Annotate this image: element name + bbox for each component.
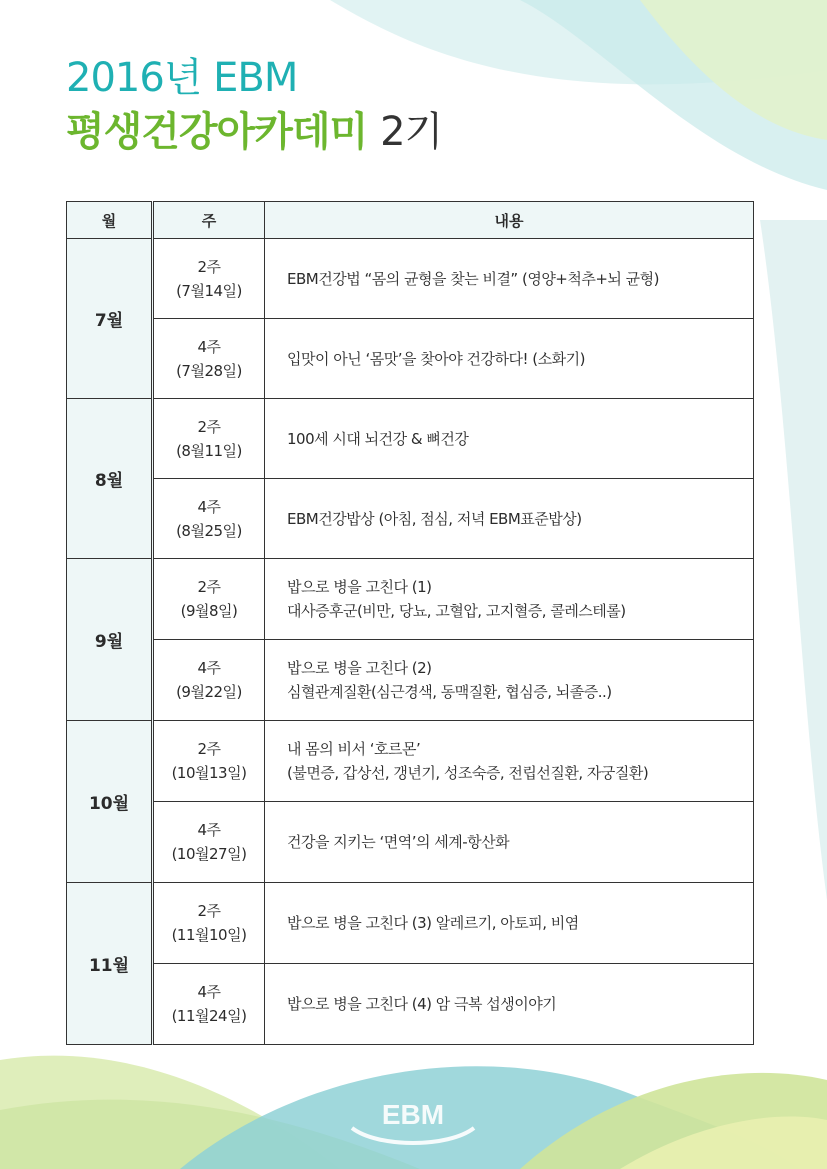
month-cell: 11월	[67, 883, 153, 1045]
table-row	[67, 721, 754, 802]
week-date: (9월8일)	[180, 602, 238, 620]
week-cell	[153, 479, 265, 559]
content-line: 심혈관계질환(심근경색, 동맥질환, 협심증, 뇌졸증..)	[287, 683, 612, 701]
week-date: (8월11일)	[176, 441, 242, 460]
header-month: 월	[67, 202, 153, 239]
week-label: 2주	[197, 740, 221, 758]
week-cell	[153, 721, 265, 802]
week-label: 2주	[197, 417, 221, 436]
content-cell	[265, 802, 754, 883]
week-date: (11월10일)	[171, 926, 247, 944]
table-row	[67, 399, 754, 479]
week-label: 4주	[197, 983, 221, 1001]
content-line: 100세 시대 뇌건강 & 뼈건강	[287, 429, 469, 448]
content-line: 건강을 지키는 ‘면역’의 세계-항산화	[287, 833, 510, 851]
week-cell	[153, 640, 265, 721]
week-label: 4주	[197, 821, 221, 839]
content-cell	[265, 964, 754, 1045]
content-line: 입맛이 아닌 ‘몸맛’을 찾아야 건강하다! (소화기)	[287, 349, 585, 368]
content-cell	[265, 640, 754, 721]
week-cell	[153, 883, 265, 964]
week-label: 4주	[197, 497, 221, 516]
week-cell	[153, 559, 265, 640]
table-header-row	[67, 202, 754, 239]
week-label: 2주	[197, 902, 221, 920]
week-cell	[153, 964, 265, 1045]
week-cell	[153, 802, 265, 883]
content-cell	[265, 319, 754, 399]
content-line: 밥으로 병을 고친다 (1)	[287, 578, 432, 596]
content-line: EBM건강밥상 (아침, 점심, 저녁 EBM표준밥상)	[287, 509, 582, 528]
week-cell	[153, 399, 265, 479]
content-cell	[265, 239, 754, 319]
table-row	[67, 479, 754, 559]
month-cell: 10월	[67, 721, 153, 883]
content-line: 대사증후군(비만, 당뇨, 고혈압, 고지혈증, 콜레스테롤)	[287, 602, 626, 620]
week-label: 2주	[197, 578, 221, 596]
content-cell	[265, 883, 754, 964]
table-row	[67, 964, 754, 1045]
week-label: 4주	[197, 659, 221, 677]
content-line: 밥으로 병을 고친다 (3) 알레르기, 아토피, 비염	[287, 914, 579, 932]
table-row	[67, 640, 754, 721]
week-date: (10월27일)	[171, 845, 247, 863]
week-label: 2주	[197, 257, 221, 276]
month-cell: 8월	[67, 399, 153, 559]
table-row	[67, 883, 754, 964]
week-date: (9월22일)	[176, 683, 242, 701]
week-date: (8월25일)	[176, 521, 242, 540]
content-line: 내 몸의 비서 ‘호르몬’	[287, 740, 421, 758]
content-cell	[265, 479, 754, 559]
week-date: (10월13일)	[171, 764, 247, 782]
content-line: EBM건강법 “몸의 균형을 찾는 비결” (영양+척추+뇌 균형)	[287, 269, 660, 288]
title-year: 2016년 EBM	[66, 55, 298, 101]
content-line: 밥으로 병을 고친다 (2)	[287, 659, 432, 677]
content-line: 밥으로 병을 고친다 (4) 암 극복 섭생이야기	[287, 995, 557, 1013]
week-date: (7월14일)	[176, 281, 242, 300]
table-row	[67, 319, 754, 399]
table-row	[67, 802, 754, 883]
content-cell	[265, 559, 754, 640]
content-line: (불면증, 갑상선, 갱년기, 성조숙증, 전립선질환, 자궁질환)	[287, 764, 649, 782]
content-cell	[265, 721, 754, 802]
schedule-table	[66, 201, 754, 1045]
table-row	[67, 239, 754, 319]
week-date: (7월28일)	[176, 361, 242, 380]
table-row	[67, 559, 754, 640]
week-cell	[153, 319, 265, 399]
title-program-name: 평생건강아카데미	[66, 109, 368, 155]
week-date: (11월24일)	[171, 1007, 247, 1025]
header-week: 주	[153, 202, 265, 239]
title-program-term: 2기	[380, 109, 443, 155]
week-cell	[153, 239, 265, 319]
title-block	[66, 52, 442, 160]
title-program	[66, 104, 442, 160]
content-cell	[265, 399, 754, 479]
month-cell: 7월	[67, 239, 153, 399]
logo-text: EBM	[381, 1099, 445, 1130]
ebm-logo-icon	[348, 1094, 478, 1154]
header-content: 내용	[265, 202, 754, 239]
month-cell: 9월	[67, 559, 153, 721]
week-label: 4주	[197, 337, 221, 356]
